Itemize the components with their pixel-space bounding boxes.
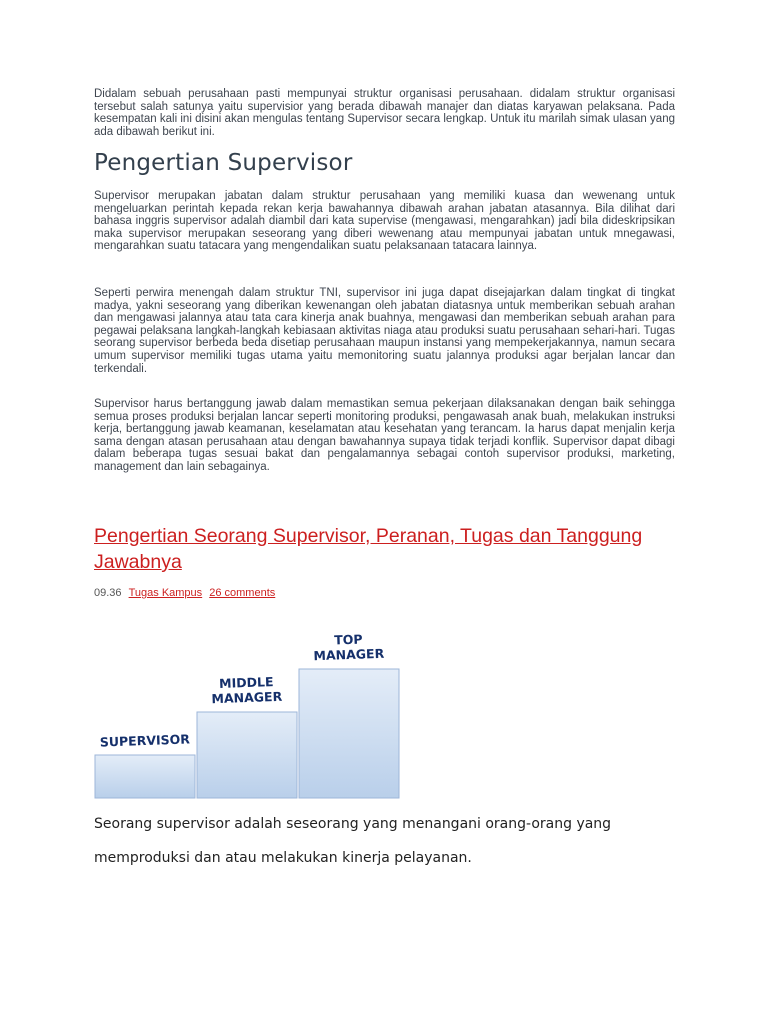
step-label-supervisor: SUPERVISOR <box>99 731 191 750</box>
paragraph-2: Seperti perwira menengah dalam struktur TNI, supervisor ini juga dapat disejajarkan dalam tingkat di tingkat madya, yakni seseorang yang diberikan kewenangan oleh jabatan diatasnya untuk memberikan sebuah arahan dan mengawasi jalannya atau tata cara kinerja anak buahnya, mengawasi dan memberikan sebuah arahan para pegawai pelaksana langkah-langkah kebiasaan aktivitas niaga atau produksi suatu perusahaan sehari-hari. Tugas seorang supervisor berbeda beda disetiap perusahaan maupun instansi yang mempekerjakannya, namun secara umum supervisor memiliki tugas utama yaitu memonitoring suatu jalannya produksi agar berjalan lancar dan terkendali. <box>94 287 675 375</box>
comments-link[interactable]: 26 comments <box>209 587 276 599</box>
step-label-middle-manager: MIDDLE <box>218 674 274 691</box>
post-time: 09.36 <box>94 587 122 599</box>
step-supervisor <box>95 755 195 798</box>
step-top-manager <box>299 669 399 798</box>
step-middle-manager <box>197 712 297 798</box>
post-meta <box>94 587 275 599</box>
step-label-middle-manager: MANAGER <box>211 688 283 707</box>
paragraph-1: Supervisor merupakan jabatan dalam struktur perusahaan yang memiliki kuasa dan wewenang untuk mengeluarkan perintah kepada rekan kerja bawahannya dibawah arahan jabatan atasannya. Bila dilihat dari bahasa inggris supervisor adalah diambil dari kata supervise (mengawasi, mengarahkan) jadi bila dideskripsikan maka supervisor merupakan seseorang yang diberi wewenang atau mempunyai jabatan untuk mnegawasi, mengarahkan suatu tatacara yang mengendalikan suatu pelaksanaan tatacara lainnya. <box>94 190 675 253</box>
post-title-link[interactable]: Pengertian Seorang Supervisor, Peranan, Tugas dan Tanggung Jawabnya <box>94 525 643 573</box>
intro-paragraph: Didalam sebuah perusahaan pasti mempunyai struktur organisasi perusahaan. didalam struktur organisasi tersebut salah satunya yaitu supervisior yang berada dibawah manajer dan diatas karyawan pelaksana. Pada kesempatan kali ini disini akan mengulas tentang Supervisor secara lengkap. Untuk itu marilah simak ulasan yang ada dibawah berikut ini. <box>94 88 675 138</box>
hierarchy-staircase-diagram <box>94 626 406 802</box>
caption-line-2: memproduksi dan atau melakukan kinerja pelayanan. <box>94 850 472 866</box>
step-label-top-manager: MANAGER <box>313 645 385 664</box>
section-heading: Pengertian Supervisor <box>94 150 353 176</box>
step-label-top-manager: TOP <box>333 631 363 648</box>
paragraph-3: Supervisor harus bertanggung jawab dalam memastikan semua pekerjaan dilaksanakan dengan baik sehingga semua proses produksi berjalan lancar seperti monitoring produksi, pengawasah anak buah, melakukan instruksi kerja, bertanggung jawab keamanan, keselamatan atau kesehatan yang terancam. Ia harus dapat menjalin kerja sama dengan atasan perusahaan atau dengan bawahannya supaya tidak terjadi konflik. Supervisor dapat dibagi dalam beberapa tugas sesuai bakat dan pengalamannya sebagai contoh supervisor produksi, marketing, management dan lain sebagainya. <box>94 398 675 473</box>
caption-line-1: Seorang supervisor adalah seseorang yang menangani orang-orang yang <box>94 816 612 832</box>
category-link[interactable]: Tugas Kampus <box>128 587 203 599</box>
